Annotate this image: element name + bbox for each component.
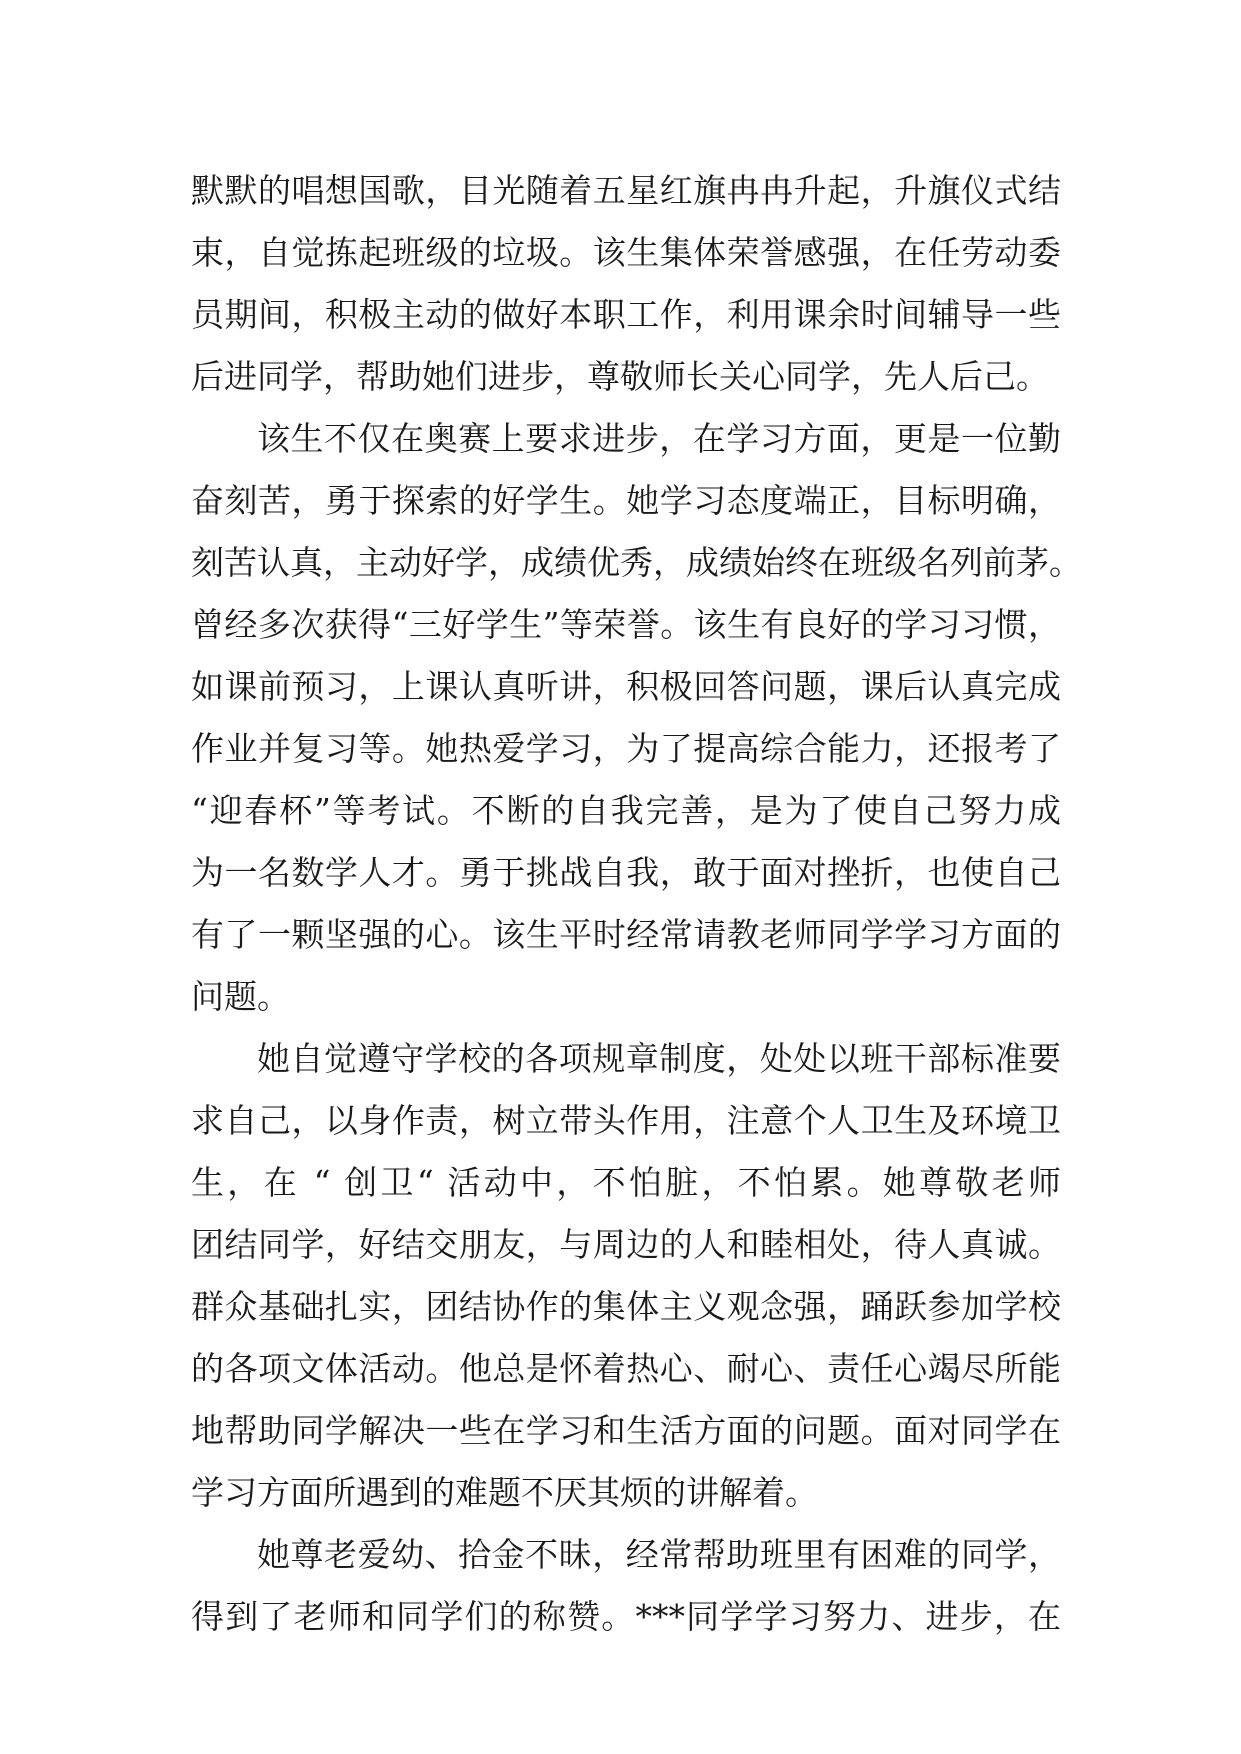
- text-line: 她尊老爱幼、拾金不昧，经常帮助班里有困难的同学，: [257, 1535, 1061, 1574]
- text-line: 问题。: [191, 977, 290, 1016]
- text-line: 地帮助同学解决一些在学习和生活方面的问题。面对同学在: [191, 1411, 1061, 1450]
- document-body: [191, 160, 1082, 1648]
- paragraph: [191, 160, 1061, 408]
- text-line: 后进同学，帮助她们进步，尊敬师长关心同学，先人后己。: [191, 357, 1049, 396]
- text-line: 作业并复习等。她热爱学习，为了提高综合能力，还报考了: [191, 729, 1061, 768]
- text-line: 员期间，积极主动的做好本职工作，利用课余时间辅导一些: [191, 295, 1061, 334]
- text-line: 默默的唱想国歌，目光随着五星红旗冉冉升起，升旗仪式结: [191, 171, 1061, 210]
- paragraph: [191, 1524, 1061, 1648]
- text-line: 曾经多次获得“三好学生”等荣誉。该生有良好的学习习惯，: [191, 605, 1061, 644]
- text-line: 如课前预习，上课认真听讲，积极回答问题，课后认真完成: [191, 667, 1061, 706]
- text-line: 她自觉遵守学校的各项规章制度，处处以班干部标准要: [257, 1039, 1061, 1078]
- text-line: 生，在 “ 创卫“ 活动中，不怕脏，不怕累。她尊敬老师: [191, 1163, 1061, 1202]
- text-line: 群众基础扎实，团结协作的集体主义观念强，踊跃参加学校: [191, 1287, 1061, 1326]
- text-line: 学习方面所遇到的难题不厌其烦的讲解着。: [191, 1473, 818, 1512]
- text-line: 刻苦认真，主动好学，成绩优秀，成绩始终在班级名列前茅。: [191, 543, 1082, 582]
- text-line: 该生不仅在奥赛上要求进步，在学习方面，更是一位勤: [257, 419, 1061, 458]
- paragraph: [191, 1028, 1061, 1524]
- text-line: 束，自觉拣起班级的垃圾。该生集体荣誉感强，在任劳动委: [191, 233, 1061, 272]
- text-line: 为一名数学人才。勇于挑战自我，敢于面对挫折，也使自己: [191, 853, 1061, 892]
- text-line: 求自己，以身作责，树立带头作用，注意个人卫生及环境卫: [191, 1101, 1061, 1140]
- text-line: 有了一颗坚强的心。该生平时经常请教老师同学学习方面的: [191, 915, 1061, 954]
- text-line: 团结同学，好结交朋友，与周边的人和睦相处，待人真诚。: [191, 1225, 1061, 1264]
- text-line: 得到了老师和同学们的称赞。***同学学习努力、进步，在: [191, 1597, 1061, 1636]
- text-line: “迎春杯”等考试。不断的自我完善，是为了使自己努力成: [191, 791, 1061, 830]
- paragraph: [191, 408, 1082, 1028]
- text-line: 的各项文体活动。他总是怀着热心、耐心、责任心竭尽所能: [191, 1349, 1061, 1388]
- text-line: 奋刻苦，勇于探索的好学生。她学习态度端正，目标明确，: [191, 481, 1061, 520]
